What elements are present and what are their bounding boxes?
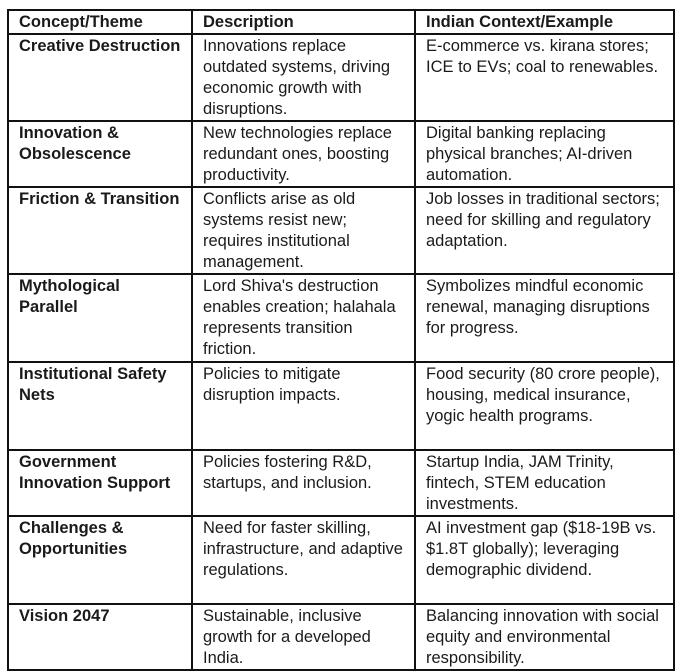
concept-cell: Friction & Transition (8, 187, 192, 274)
table-header-row (8, 10, 674, 34)
example-cell: Job losses in traditional sectors; need for skilling and regulatory adaptation. (415, 187, 674, 274)
header-concept-theme: Concept/Theme (8, 10, 192, 34)
description-cell: Sustainable, inclusive growth for a developed India. (192, 604, 415, 670)
description-cell: Conflicts arise as old systems resist new; requires institutional management. (192, 187, 415, 274)
example-cell: Balancing innovation with social equity and environmental responsibility. (415, 604, 674, 670)
concept-cell: Mythological Parallel (8, 274, 192, 362)
table-row (8, 362, 674, 450)
table-row (8, 450, 674, 516)
description-cell: Lord Shiva's destruction enables creation; halahala represents transition friction. (192, 274, 415, 362)
example-cell: E-commerce vs. kirana stores; ICE to EVs; coal to renewables. (415, 34, 674, 121)
concept-cell: Creative Destruction (8, 34, 192, 121)
table-row (8, 274, 674, 362)
description-cell: New technologies replace redundant ones, boosting productivity. (192, 121, 415, 187)
table-row (8, 187, 674, 274)
concept-table (7, 9, 675, 671)
concept-cell: Challenges & Opportunities (8, 516, 192, 604)
description-cell: Policies to mitigate disruption impacts. (192, 362, 415, 450)
table-row (8, 516, 674, 604)
example-cell: Symbolizes mindful economic renewal, managing disruptions for progress. (415, 274, 674, 362)
description-cell: Need for faster skilling, infrastructure, and adaptive regulations. (192, 516, 415, 604)
description-cell: Policies fostering R&D, startups, and inclusion. (192, 450, 415, 516)
concept-cell: Innovation & Obsolescence (8, 121, 192, 187)
example-cell: Startup India, JAM Trinity, fintech, STEM education investments. (415, 450, 674, 516)
concept-cell: Institutional Safety Nets (8, 362, 192, 450)
concept-cell: Vision 2047 (8, 604, 192, 670)
table-row (8, 34, 674, 121)
header-description: Description (192, 10, 415, 34)
example-cell: Food security (80 crore people), housing, medical insurance, yogic health programs. (415, 362, 674, 450)
description-cell: Innovations replace outdated systems, driving economic growth with disruptions. (192, 34, 415, 121)
table-row (8, 604, 674, 670)
concept-cell: Government Innovation Support (8, 450, 192, 516)
example-cell: AI investment gap ($18-19B vs. $1.8T globally); leveraging demographic dividend. (415, 516, 674, 604)
header-indian-context: Indian Context/Example (415, 10, 674, 34)
table-row (8, 121, 674, 187)
example-cell: Digital banking replacing physical branches; AI-driven automation. (415, 121, 674, 187)
